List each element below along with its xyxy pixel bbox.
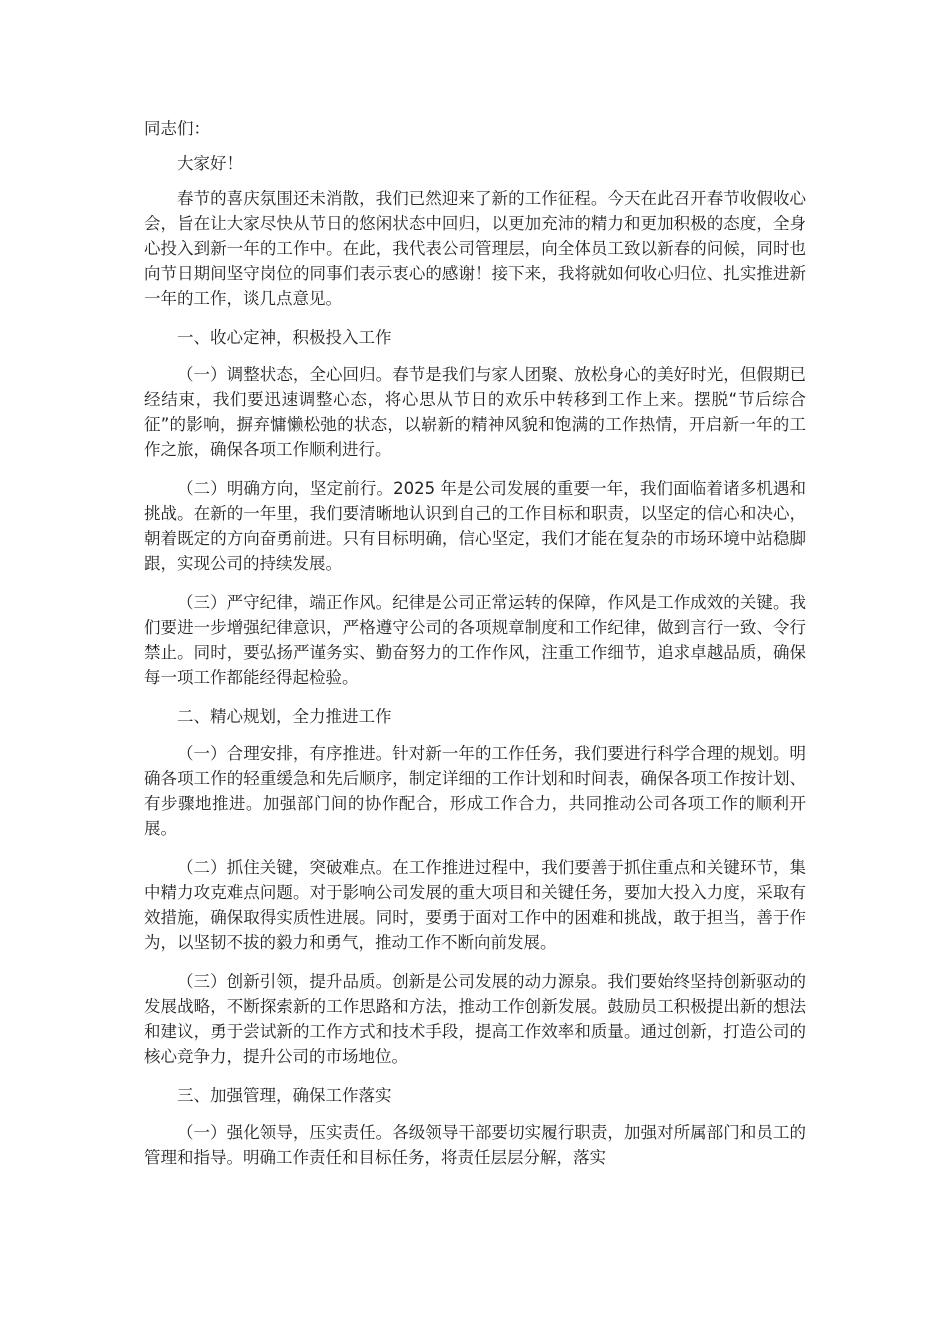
- document-page: [144, 116, 806, 1184]
- greeting: 大家好！: [177, 154, 243, 173]
- intro-paragraph: 春节的喜庆氛围还未消散，我们已然迎来了新的工作征程。今天在此召开春节收假收心会，旨在让大家尽快从节日的悠闲状态中回归，以更加充沛的精力和更加积极的态度，全身心投入到新一年的工作中。在此，我代表公司管理层，向全体员工致以新春的问候，同时也向节日期间坚守岗位的同事们表示衷心的感谢！接下来，我将就如何收心归位、扎实推进新一年的工作，谈几点意见。: [144, 189, 806, 308]
- section-1-heading: 一、收心定神，积极投入工作: [177, 328, 392, 347]
- section-1-paragraph-1: （一）调整状态，全心回归。春节是我们与家人团聚、放松身心的美好时光，但假期已经结束，我们要迅速调整心态，将心思从节日的欢乐中转移到工作上来。摆脱“节后综合征”的影响，摒弃慵懒松弛的状态，以崭新的精神风貌和饱满的工作热情，开启新一年的工作之旅，确保各项工作顺利进行。: [144, 365, 806, 459]
- section-2-paragraph-3: （三）创新引领，提升品质。创新是公司发展的动力源泉。我们要始终坚持创新驱动的发展战略，不断探索新的工作思路和方法，推动工作创新发展。鼓励员工积极提出新的想法和建议，勇于尝试新的工作方式和技术手段，提高工作效率和质量。通过创新，打造公司的核心竞争力，提升公司的市场地位。: [144, 972, 806, 1066]
- section-3-paragraph-1: （一）强化领导，压实责任。各级领导干部要切实履行职责，加强对所属部门和员工的管理和指导。明确工作责任和目标任务，将责任层层分解，落实: [144, 1123, 806, 1167]
- salutation: 同志们：: [144, 119, 210, 138]
- section-2-heading: 二、精心规划，全力推进工作: [177, 707, 392, 726]
- section-1-paragraph-3: （三）严守纪律，端正作风。纪律是公司正常运转的保障，作风是工作成效的关键。我们要进一步增强纪律意识，严格遵守公司的各项规章制度和工作纪律，做到言行一致、令行禁止。同时，要弘扬严谨务实、勤奋努力的工作作风，注重工作细节，追求卓越品质，确保每一项工作都能经得起检验。: [144, 593, 806, 687]
- section-3-heading: 三、加强管理，确保工作落实: [177, 1086, 392, 1105]
- section-2-paragraph-2: （二）抓住关键，突破难点。在工作推进过程中，我们要善于抓住重点和关键环节，集中精力攻克难点问题。对于影响公司发展的重大项目和关键任务，要加大投入力度，采取有效措施，确保取得实质性进展。同时，要勇于面对工作中的困难和挑战，敢于担当，善于作为，以坚韧不拔的毅力和勇气，推动工作不断向前发展。: [144, 858, 806, 952]
- section-2-paragraph-1: （一）合理安排，有序推进。针对新一年的工作任务，我们要进行科学合理的规划。明确各项工作的轻重缓急和先后顺序，制定详细的工作计划和时间表，确保各项工作按计划、有步骤地推进。加强部门间的协作配合，形成工作合力，共同推动公司各项工作的顺利开展。: [144, 744, 806, 838]
- section-1-paragraph-2: （二）明确方向，坚定前行。2025 年是公司发展的重要一年，我们面临着诸多机遇和挑战。在新的一年里，我们要清晰地认识到自己的工作目标和职责，以坚定的信心和决心，朝着既定的方向奋勇前进。只有目标明确，信心坚定，我们才能在复杂的市场环境中站稳脚跟，实现公司的持续发展。: [144, 479, 806, 573]
